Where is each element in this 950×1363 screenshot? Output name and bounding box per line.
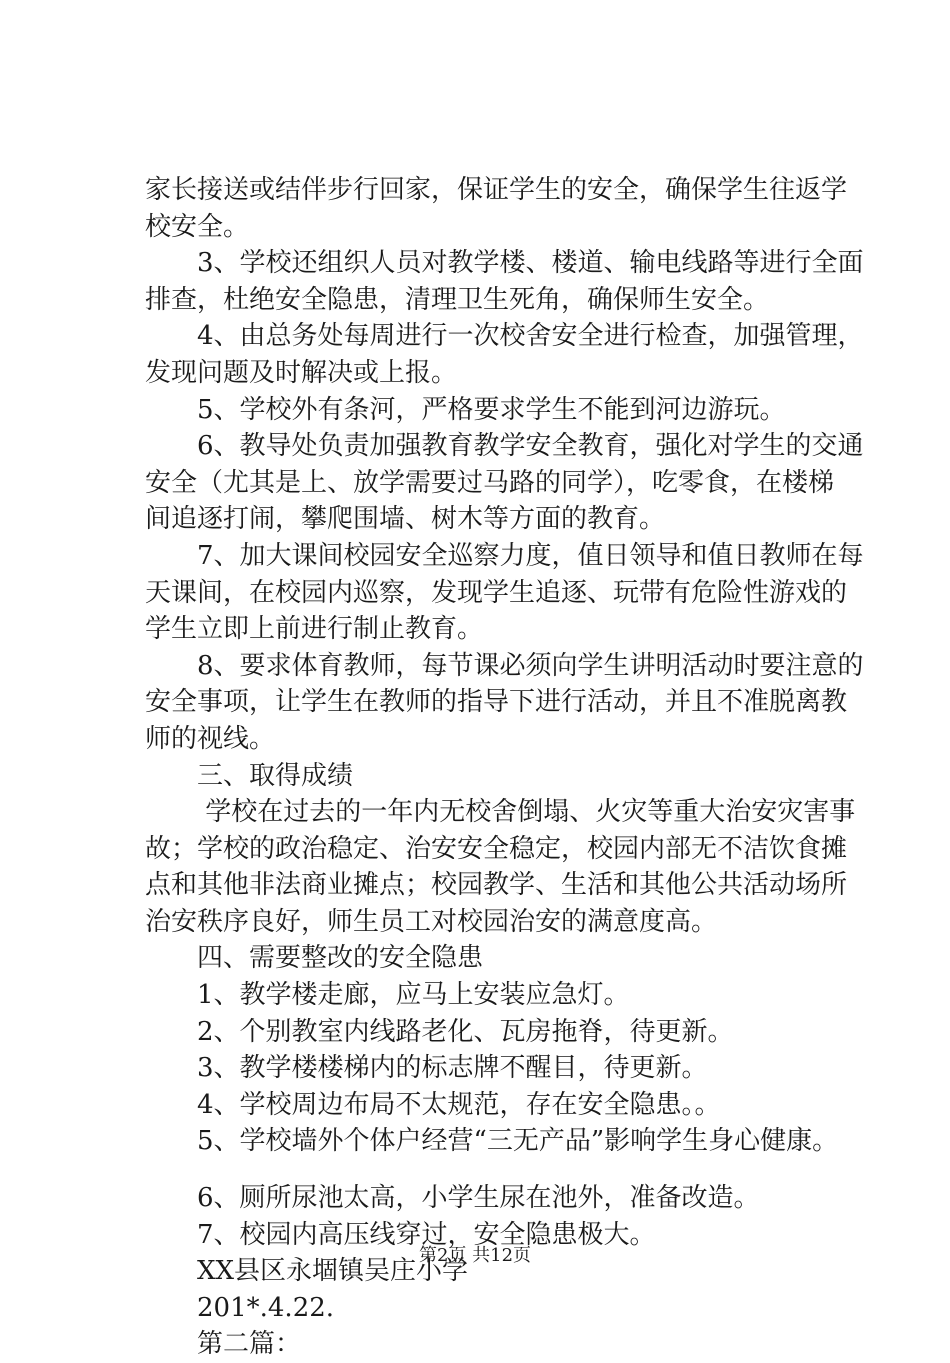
document-body (145, 172, 864, 1363)
body-line: 排查，杜绝安全隐患，清理卫生死角，确保师生安全。 (145, 284, 770, 315)
body-line: 间追逐打闹，攀爬围墙、树木等方面的教育。 (145, 504, 666, 535)
body-line: 学生立即上前进行制止教育。 (145, 614, 484, 645)
list-item: 7、校园内高压线穿过，安全隐患极大。 (145, 1219, 656, 1250)
body-line: 5、学校外有条河，严格要求学生不能到河边游玩。 (145, 394, 786, 425)
page-number-footer: 第2页 共12页 (418, 1245, 532, 1266)
list-item: 2、个别教室内线路老化、瓦房拖脊，待更新。 (145, 1016, 734, 1047)
body-line: 校安全。 (145, 211, 250, 242)
body-line: 3、学校还组织人员对教学楼、楼道、输电线路等进行全面 (145, 248, 864, 279)
list-item: 1、教学楼走廊，应马上安装应急灯。 (145, 980, 630, 1011)
body-line: 天课间，在校园内巡察，发现学生追逐、玩带有危险性游戏的 (145, 577, 848, 608)
next-section-title: 第二篇： (145, 1329, 302, 1360)
body-line: 6、教导处负责加强教育教学安全教育，强化对学生的交通 (145, 431, 864, 462)
body-line: 8、要求体育教师，每节课必须向学生讲明活动时要注意的 (145, 650, 864, 681)
body-line: 故；学校的政治稳定、治安安全稳定，校园内部无不洁饮食摊 (145, 833, 848, 864)
body-line: 家长接送或结伴步行回家，保证学生的安全，确保学生往返学 (145, 175, 848, 205)
list-item: 3、教学楼楼梯内的标志牌不醒目，待更新。 (145, 1053, 708, 1084)
section-heading: 三、取得成绩 (145, 760, 354, 791)
body-line: 4、由总务处每周进行一次校舍安全进行检查，加强管理， (145, 321, 864, 352)
body-line: 学校在过去的一年内无校舍倒塌、火灾等重大治安灾害事 (145, 797, 856, 828)
body-line: 7、加大课间校园安全巡察力度，值日领导和值日教师在每 (145, 540, 864, 571)
list-item: 5、学校墙外个体户经营“三无产品”影响学生身心健康。 (145, 1126, 839, 1157)
body-line: 安全事项，让学生在教师的指导下进行活动，并且不准脱离教 (145, 687, 848, 718)
body-line: 点和其他非法商业摊点；校园教学、生活和其他公共活动场所 (145, 870, 848, 901)
signature-school: XX县区永堌镇吴庄小学 (145, 1256, 469, 1287)
signature-date: 201*.4.22. (145, 1292, 335, 1323)
list-item: 4、学校周边布局不太规范，存在安全隐患。。 (145, 1089, 721, 1120)
list-item: 6、厕所尿池太高，小学生尿在池外，准备改造。 (145, 1183, 760, 1214)
body-line: 师的视线。 (145, 723, 276, 754)
body-line: 治安秩序良好，师生员工对校园治安的满意度高。 (145, 906, 718, 937)
body-line: 安全（尤其是上、放学需要过马路的同学），吃零食，在楼梯 (145, 467, 835, 498)
section-heading: 四、需要整改的安全隐患 (145, 943, 484, 974)
paragraph-gap (145, 1160, 835, 1180)
body-line: 发现问题及时解决或上报。 (145, 357, 458, 388)
